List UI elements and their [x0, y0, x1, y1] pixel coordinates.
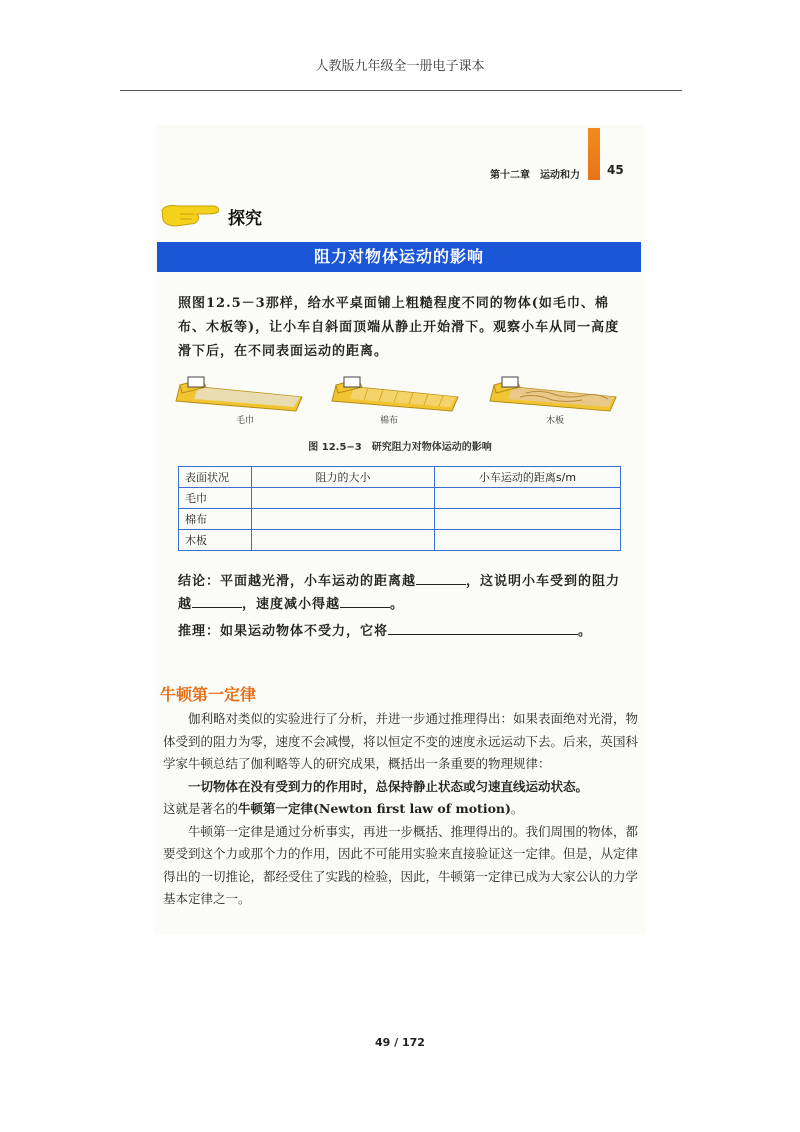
explore-title-banner: 阻力对物体运动的影响	[157, 242, 641, 272]
table-header: 表面状况	[179, 467, 252, 488]
reasoning-text: 推理：如果运动物体不受力，它将	[178, 624, 389, 639]
ramp-wood-illustration	[486, 375, 626, 415]
fill-blank	[416, 570, 466, 585]
table-cell	[435, 530, 621, 551]
law-body	[163, 708, 641, 911]
conclusion-block	[178, 570, 633, 643]
law-statement: 一切物体在没有受到力的作用时，总保持静止状态或匀速直线运动状态。	[188, 778, 589, 794]
paragraph: 牛顿第一定律是通过分析事实，再进一步概括、推理得出的。我们周围的物体，都要受到这个力或那个力的作用，因此不可能用实验来直接验证这一定律。但是，从定律得出的一切推论，都经受住了实践的检验，因此，牛顿第一定律已成为大家公认的力学基本定律之一。	[163, 823, 639, 906]
paragraph: 伽利略对类似的实验进行了分析，并进一步通过推理得出：如果表面绝对光滑，物体受到的阻力为零，速度不会减慢，将以恒定不变的速度永远运动下去。后来，英国科学家牛顿总结了伽利略等人的研究成果，概括出一条重要的物理规律：	[163, 711, 639, 771]
experiment-table	[178, 466, 621, 551]
fill-blank	[388, 620, 578, 635]
paragraph	[163, 798, 641, 821]
table-cell	[252, 488, 435, 509]
conclusion-text: 。	[390, 597, 405, 612]
chapter-color-tab	[588, 128, 600, 180]
pointing-hand-icon	[160, 200, 222, 230]
law-name: 牛顿第一定律(Newton first law of motion)	[238, 801, 511, 816]
table-cell	[435, 488, 621, 509]
row-label: 棉布	[179, 509, 252, 530]
row-label: 毛巾	[179, 488, 252, 509]
conclusion-paragraph	[178, 570, 633, 616]
table-header-row	[179, 467, 621, 488]
section-heading: 牛顿第一定律	[160, 685, 257, 704]
fill-blank	[340, 593, 390, 608]
ramp-cotton-illustration	[328, 375, 468, 415]
explore-instructions: 照图12.5－3那样，给水平桌面铺上粗糙程度不同的物体(如毛巾、棉布、木板等)，让小车自斜面顶端从静止开始滑下。观察小车从同一高度滑下后，在不同表面运动的距离。	[178, 296, 620, 359]
table-header: 小车运动的距离s/m	[435, 467, 621, 488]
conclusion-text: ，这说明小车受到的阻力越	[178, 574, 621, 612]
text: 。	[510, 801, 524, 816]
table-cell	[252, 530, 435, 551]
chapter-label: 第十二章 运动和力	[490, 170, 580, 181]
figure-label-cotton: 棉布	[380, 416, 399, 426]
figure-caption: 图 12.5−3 研究阻力对物体运动的影响	[308, 442, 492, 453]
header-divider	[120, 90, 682, 91]
figure-label-towel: 毛巾	[236, 416, 255, 426]
table-row	[179, 509, 621, 530]
table-row	[179, 488, 621, 509]
reasoning-paragraph	[178, 620, 633, 643]
table-header: 阻力的大小	[252, 467, 435, 488]
fill-blank	[192, 593, 242, 608]
document-header: 人教版九年级全一册电子课本	[315, 59, 485, 74]
ramp-towel-illustration	[172, 375, 312, 415]
book-page-number: 45	[607, 163, 624, 177]
page-indicator: 49 / 172	[375, 1036, 425, 1049]
table-cell	[252, 509, 435, 530]
table-cell	[435, 509, 621, 530]
row-label: 木板	[179, 530, 252, 551]
conclusion-text: 结论：平面越光滑，小车运动的距离越	[178, 574, 417, 589]
figure-label-wood: 木板	[546, 416, 565, 426]
reasoning-text: 。	[578, 624, 593, 639]
text: 这就是著名的	[163, 801, 239, 816]
explore-label: 探究	[228, 209, 262, 229]
table-row	[179, 530, 621, 551]
conclusion-text: ，速度减小得越	[242, 597, 341, 612]
